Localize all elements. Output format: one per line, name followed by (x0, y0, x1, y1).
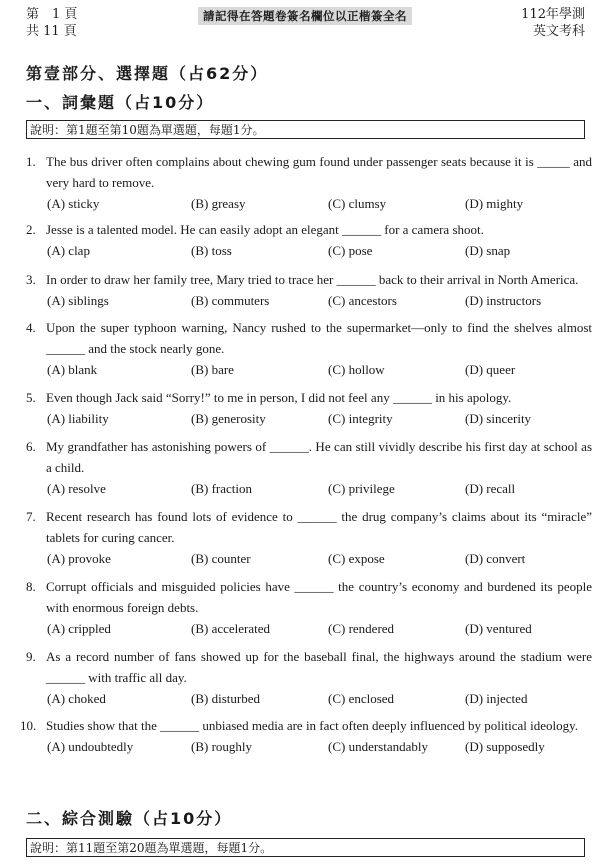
option-c: (C) pose (328, 243, 373, 258)
question-item (26, 506, 592, 569)
option-b: (B) accelerated (191, 621, 271, 636)
option-d: (D) sincerity (465, 411, 532, 426)
page-total: 共 11 頁 (26, 24, 77, 39)
option-b: (B) toss (191, 243, 232, 258)
question-stem: Upon the super typhoon warning, Nancy rushed to the supermarket—only to find the shelves almost ______ and the stock nearly gone. (46, 320, 592, 356)
option-b: (B) generosity (191, 411, 266, 426)
question-item (26, 436, 592, 499)
option-c: (C) rendered (328, 621, 395, 636)
option-c: (C) understandably (328, 739, 429, 754)
signature-notice: 請記得在答題卷簽名欄位以正楷簽全名 (198, 7, 412, 25)
question-item (26, 269, 592, 311)
question-item (26, 317, 592, 380)
option-c: (C) enclosed (328, 691, 395, 706)
question-item (26, 219, 592, 261)
question-stem: Jesse is a talented model. He can easily adopt an elegant ______ for a camera shoot. (46, 222, 484, 237)
option-d: (D) convert (465, 551, 526, 566)
question-number: 1. (26, 154, 36, 169)
option-b: (B) counter (191, 551, 251, 566)
exam-name: 112年學測 (521, 7, 585, 22)
page-counter (26, 6, 77, 40)
option-c: (C) ancestors (328, 293, 397, 308)
exam-subject: 英文考科 (532, 24, 585, 39)
section-title-vocabulary: 一、詞彙題（占10分） (26, 93, 215, 112)
question-stem: Even though Jack said “Sorry!” to me in person, I did not feel any ______ in his apology. (46, 390, 512, 405)
question-number: 7. (26, 509, 36, 524)
option-c: (C) privilege (328, 481, 395, 496)
option-d: (D) ventured (465, 621, 532, 636)
question-item (26, 576, 592, 639)
question-stem: Recent research has found lots of evidence to ______ the drug company’s claims about its “miracle” tablets for curing cancer. (46, 509, 592, 545)
question-number: 3. (26, 272, 36, 287)
option-b: (B) disturbed (191, 691, 260, 706)
question-stem: In order to draw her family tree, Mary tried to trace her ______ back to their arrival in North America. (46, 272, 579, 287)
question-stem: My grandfather has astonishing powers of ______. He can still vividly describe his first day at school as a child. (46, 439, 592, 475)
option-a: (A) undoubtedly (47, 739, 134, 754)
option-b: (B) greasy (191, 196, 246, 211)
question-number: 10. (20, 718, 37, 733)
part-title: 第壹部分、選擇題（占62分） (26, 64, 269, 83)
option-d: (D) supposedly (465, 739, 545, 754)
option-a: (A) siblings (47, 293, 109, 308)
question-number: 4. (26, 320, 36, 335)
option-d: (D) queer (465, 362, 516, 377)
question-stem: Studies show that the ______ unbiased media are in fact often deeply influenced by political ideology. (46, 718, 579, 733)
option-d: (D) mighty (465, 196, 524, 211)
option-a: (A) crippled (47, 621, 111, 636)
question-number: 9. (26, 649, 36, 664)
exam-info (521, 6, 585, 40)
option-b: (B) commuters (191, 293, 270, 308)
option-b: (B) bare (191, 362, 234, 377)
option-a: (A) sticky (47, 196, 100, 211)
question-number: 2. (26, 222, 36, 237)
option-d: (D) instructors (465, 293, 542, 308)
question-number: 8. (26, 579, 36, 594)
question-stem: As a record number of fans showed up for the baseball final, the highways around the stadium were ______ with traffic all day. (46, 649, 592, 685)
option-d: (D) injected (465, 691, 528, 706)
option-a: (A) choked (47, 691, 106, 706)
option-a: (A) resolve (47, 481, 106, 496)
option-a: (A) liability (47, 411, 109, 426)
option-d: (D) recall (465, 481, 516, 496)
option-b: (B) fraction (191, 481, 253, 496)
option-c: (C) expose (328, 551, 385, 566)
question-item (20, 715, 592, 757)
section-instructions: 說明：第1題至第10題為單選題，每題1分。 (26, 120, 585, 139)
page-number: 第 1 頁 (26, 7, 78, 22)
question-item (26, 151, 592, 214)
question-number: 5. (26, 390, 36, 405)
question-item (26, 646, 592, 709)
option-a: (A) clap (47, 243, 90, 258)
section-instructions-2: 說明：第11題至第20題為單選題，每題1分。 (26, 838, 585, 857)
option-a: (A) blank (47, 362, 98, 377)
question-number: 6. (26, 439, 36, 454)
option-c: (C) hollow (328, 362, 385, 377)
option-c: (C) clumsy (328, 196, 387, 211)
option-d: (D) snap (465, 243, 511, 258)
question-stem: Corrupt officials and misguided policies have ______ the country’s economy and burdened its people with enormous foreign debts. (46, 579, 592, 615)
option-b: (B) roughly (191, 739, 253, 754)
question-stem: The bus driver often complains about chewing gum found under passenger seats because it is _____ and very hard to remove. (46, 154, 592, 190)
option-c: (C) integrity (328, 411, 393, 426)
section-title-cloze: 二、綜合測驗（占10分） (26, 809, 233, 828)
option-a: (A) provoke (47, 551, 111, 566)
question-item (26, 387, 592, 429)
